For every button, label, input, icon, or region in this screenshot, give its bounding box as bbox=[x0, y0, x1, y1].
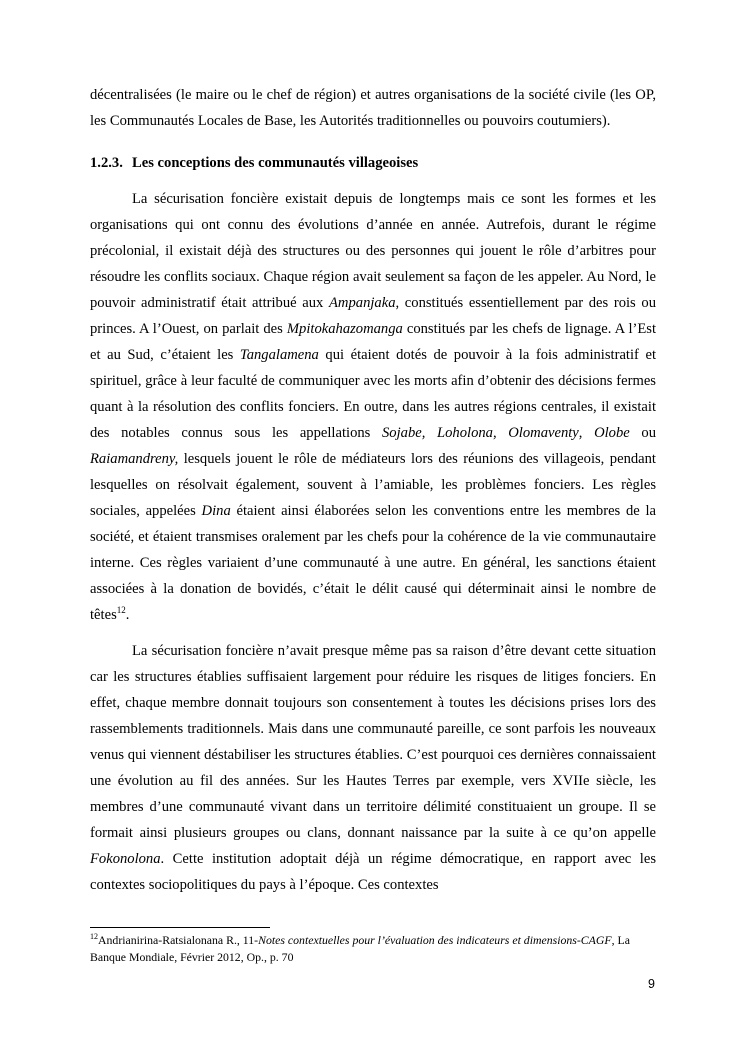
footnote-title: Notes contextuelles pour l’évaluation des indicateurs et dimensions-CAGF bbox=[258, 933, 612, 947]
italic-term: Mpitokahazomanga bbox=[286, 321, 403, 337]
italic-term: Raiamandreny, bbox=[90, 451, 179, 467]
page-number: 9 bbox=[648, 977, 655, 991]
italic-term: Tangalamena bbox=[239, 347, 319, 363]
section-heading bbox=[90, 153, 418, 173]
text-run: . bbox=[125, 607, 130, 623]
text-run: , constitués essentiellement par des rois ou princes. A l’Ouest, on parlait des bbox=[90, 295, 656, 337]
italic-term: Sojabe, Loholona bbox=[382, 425, 493, 441]
section-number: 1.2.3. bbox=[90, 155, 123, 171]
italic-term: Ampanjaka bbox=[329, 295, 396, 311]
footnote-text: , La Banque Mondiale, Février 2012, Op., p. 70 bbox=[90, 933, 630, 964]
italic-term: Fokonolona bbox=[90, 851, 161, 867]
text-run: La sécurisation foncière n’avait presque même pas sa raison d’être devant cette situation car les structures établies suffisaient largement pour réduire les risques de litiges fonciers. En effet, chaque membre donnait toujours son consentement à toutes les décisions prises lors des rassemblements traditionnels. Mais dans une communauté pareille, ce sont parfois les nouveaux venus qui viennent déstabiliser les structures établies. C’est pourquoi ces dernières connaissaient une évolution au fil des années. Sur les Hautes Terres par exemple, vers XVIIe siècle, les membres d’une communauté vivant dans un territoire délimité constituaient un groupe. Il se formait ainsi plusieurs groupes ou clans, donnant naissance par la suite à ce qu’on appelle bbox=[90, 643, 656, 841]
italic-term: Olomaventy bbox=[508, 425, 579, 441]
text-run: constitués par les chefs de lignage. A l’Est et au Sud, c’étaient les bbox=[90, 321, 657, 363]
text-run: étaient ainsi élaborées selon les conventions entre les membres de la société, et étaient transmises oralement par les chefs pour la cohérence de la vie communautaire interne. Ces règles variaient d’une communauté à une autre. En général, les sanctions étaient associées à la donation de bovidés, c’était le délit causé qui déterminait ainsi le nombre de têtes bbox=[90, 503, 656, 623]
text-run: La sécurisation foncière existait depuis de longtemps mais ce sont les formes et les organisations qui ont connu des évolutions d’année en année. Autrefois, durant le régime précolonial, il existait déjà des structures ou des personnes qui jouent le rôle d’arbitres pour résoudre les conflits sociaux. Chaque région avait seulement sa façon de les appeler. Au Nord, le pouvoir administratif était attribué aux bbox=[90, 191, 656, 311]
italic-term: Olobe bbox=[594, 425, 630, 441]
paragraph-land-security bbox=[90, 638, 656, 898]
text-run: , bbox=[492, 425, 509, 441]
footnote-marker: 12 bbox=[90, 932, 98, 942]
text-run: ou bbox=[629, 425, 656, 441]
footnote-separator bbox=[90, 927, 270, 928]
footnote bbox=[90, 932, 660, 966]
italic-term: Dina bbox=[201, 503, 231, 519]
section-title: Les conceptions des communautés villageoises bbox=[132, 155, 419, 171]
text-run: . Cette institution adoptait déjà un régime démocratique, en rapport avec les contextes sociopolitiques du pays à l’époque. Ces contextes bbox=[90, 851, 656, 893]
footnote-text: Andrianirina-Ratsialonana R., 11- bbox=[98, 933, 259, 947]
footnote-reference: 12 bbox=[116, 605, 126, 616]
text-run: décentralisées (le maire ou le chef de région) et autres organisations de la société civile (les OP, les Communautés Locales de Base, les Autorités traditionnelles ou pouvoirs coutumiers). bbox=[90, 87, 656, 129]
paragraph-precolonial-structures bbox=[90, 186, 656, 628]
text-run: , bbox=[578, 425, 595, 441]
text-run: lesquels jouent le rôle de médiateurs lors des réunions des villageois, pendant lesquelles on résolvait également, souvent à l’amiable, les problèmes fonciers. Les règles sociales, appelées bbox=[90, 451, 656, 519]
text-run: qui étaient dotés de pouvoir à la fois administratif et spirituel, grâce à leur faculté de communiquer avec les morts afin d’obtenir des décisions fermes quant à la résolution des conflits fonciers. En outre, dans les autres régions centrales, il existait des notables connus sous les appellations bbox=[90, 347, 656, 441]
paragraph-intro-continuation bbox=[90, 82, 656, 134]
